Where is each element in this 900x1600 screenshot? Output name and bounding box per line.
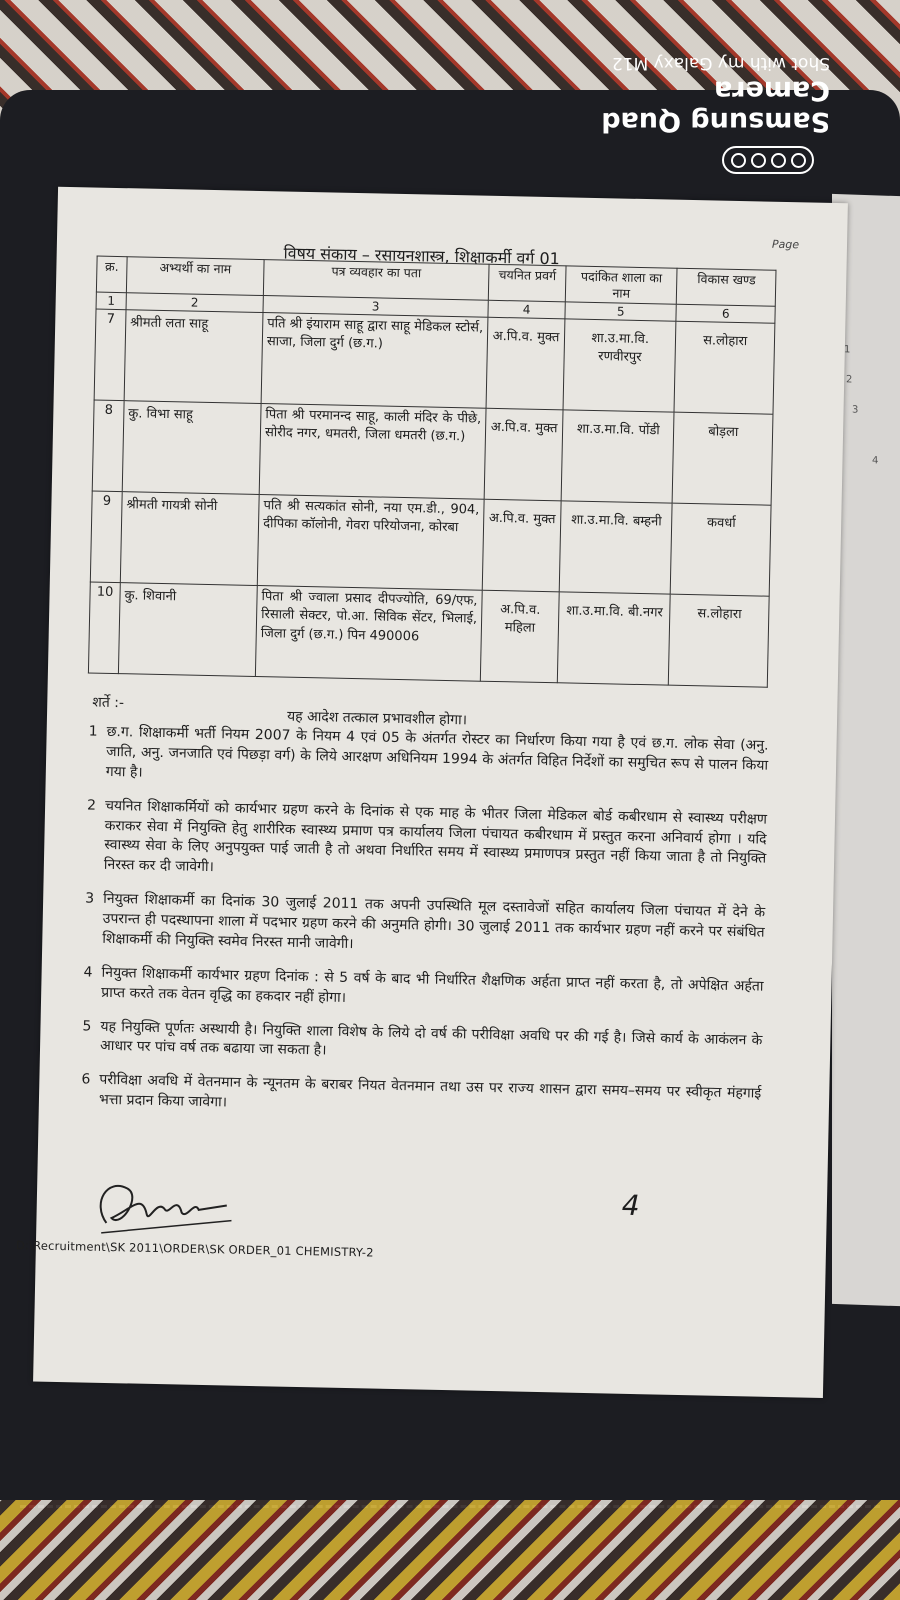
development-block: स.लोहारा: [674, 321, 774, 414]
column-number: 4: [488, 301, 565, 320]
column-number: 3: [263, 296, 488, 318]
margin-mark: 4: [872, 455, 879, 467]
column-number: 5: [565, 302, 677, 321]
development-block: स.लोहारा: [669, 594, 769, 687]
effective-note: यह आदेश तत्काल प्रभावशील होगा।: [286, 708, 468, 729]
condition-item: [83, 963, 764, 1017]
posted-school: शा.उ.मा.वि. बी.नगर: [557, 592, 670, 685]
document-title: विषय संकाय – रसायनशास्त्र, शिक्षाकर्मी वर्ग 01: [283, 243, 561, 269]
correspondence-address: पति श्री सत्यकांत सोनी, नया एम.डी., 904, दीपिका कॉलोनी, गेवरा परियोजना, कोरबा: [257, 495, 484, 591]
posted-school: शा.उ.मा.वि. पोंडी: [561, 410, 674, 503]
serial-number: 7: [94, 309, 126, 401]
watermark-subtitle: Shot with my Galaxy M12: [611, 53, 830, 73]
correspondence-address: पति श्री इंयाराम साहू द्वारा साहू मेडिकल स्टोर्स, साजा, जिला दुर्ग (छ.ग.): [261, 313, 488, 409]
condition-text: छ.ग. शिक्षाकर्मी भर्ती नियम 2007 के नियम 4 एवं 05 के अंतर्गत रोस्टर का निर्धारण किया गया है एवं छ.ग. लोक सेवा (अनु. जाति, अनु. जनजाति एवं पिछड़ा वर्ग) के लिये आरक्षण अधिनियम 1994 के अंतर्गत विहित निर्देशों का समुचित रूप से पालन किया गया है।: [105, 723, 769, 781]
column-header: पत्र व्यवहार का पता: [263, 260, 489, 301]
column-number: 1: [96, 292, 126, 310]
column-header: क्र.: [96, 256, 127, 293]
condition-number: 1: [88, 723, 98, 740]
selected-category: अ.पि.व. मुक्त: [484, 408, 563, 501]
column-header: विकास खण्ड: [677, 268, 776, 306]
column-header: चयनित प्रवर्ग: [488, 264, 566, 302]
table-row: [94, 309, 775, 414]
condition-number: 6: [81, 1071, 91, 1088]
column-header: अभ्यर्थी का नाम: [126, 257, 264, 296]
condition-text: यह नियुक्ति पूर्णतः अस्थायी है। नियुक्ति शाला विशेष के लिये दो वर्ष की परीविक्षा अवधि पर की गई है। जिसे कार्य के आकंलन के आधार पर पांच वर्ष तक बढाया जा सकता है।: [99, 1018, 763, 1059]
selected-category: अ.पि.व. मुक्त: [486, 318, 565, 411]
condition-text: चयनित शिक्षाकर्मियों को कार्यभार ग्रहण करने के दिनांक से एक माह के भीतर जिला मेडिकल बोर्ड कबीरधाम से स्वास्थ्य परीक्षण कराकर सेवा में नियुक्ति हेतु शारीरिक स्वास्थ्य प्रमाण पत्र कार्यालय जिला पंचायत कबीरधाम में प्रस्तुत करना अनिवार्य होगा । यदि स्वास्थ्य सेवा के लिए अनुपयुक्त पाई जाती है तो अथवा निर्धारित समय में स्वास्थ्य प्रमाणपत्र प्रस्तुत नहीं किया जाता है तो नियुक्ति निरस्त कर दी जावेगी।: [103, 797, 768, 876]
serial-number: 9: [90, 491, 122, 583]
page-mark: Page: [771, 237, 800, 252]
margin-mark: 2: [846, 374, 853, 386]
condition-text: नियुक्त शिक्षाकर्मी कार्यभार ग्रहण दिनांक : से 5 वर्ष के बाद भी निर्धारित शैक्षणिक अर्हता प्राप्त नहीं करता है, तो अपेक्षित अर्हता प्राप्त करते तक वेतन वृद्धि का हकदार नहीं होगा।: [101, 964, 764, 1006]
selected-category: अ.पि.व. महिला: [480, 590, 559, 683]
handwritten-initial: 4: [621, 1188, 641, 1223]
signature-mark: [86, 1173, 237, 1246]
table-row: [88, 582, 769, 687]
serial-number: 8: [92, 400, 124, 492]
background-fabric-bottom: [0, 1500, 900, 1600]
candidate-name: श्रीमती लता साहू: [124, 310, 263, 404]
condition-number: 3: [85, 890, 95, 907]
margin-mark: 3: [852, 404, 859, 416]
development-block: बोड़ला: [673, 412, 773, 505]
posted-school: शा.उ.मा.वि. रणवीरपुर: [563, 319, 676, 412]
candidate-name: श्रीमती गायत्री सोनी: [120, 492, 259, 586]
condition-number: 4: [83, 964, 93, 981]
column-header: पदांकित शाला का नाम: [565, 266, 677, 305]
column-number: 6: [676, 304, 775, 323]
conditions-label: शर्ते :-: [92, 694, 125, 712]
table-row: [92, 400, 773, 505]
condition-item: [86, 796, 768, 890]
condition-number: 2: [86, 797, 97, 814]
watermark-brand: Samsung Quad Camera: [601, 75, 830, 137]
serial-number: 10: [88, 582, 120, 674]
column-number: 2: [126, 293, 263, 313]
condition-item: [82, 1017, 763, 1071]
correspondence-address: पिता श्री परमानन्द साहू, काली मंदिर के पीछे, सोरीद नगर, धमतरी, जिला धमतरी (छ.ग.): [259, 404, 486, 500]
development-block: कवर्धा: [671, 503, 771, 596]
appointment-table: [88, 256, 777, 688]
file-path-footer: D:\Recruitment\SK 2011\ORDER\SK ORDER_01 CHEMISTRY-2: [15, 1238, 374, 1260]
conditions-list: [80, 722, 768, 1138]
condition-item: [84, 890, 765, 964]
condition-item: [81, 1071, 762, 1125]
quad-camera-icon: [722, 146, 814, 174]
condition-number: 5: [82, 1017, 92, 1035]
selected-category: अ.पि.व. मुक्त: [482, 499, 561, 592]
condition-text: परीविक्षा अवधि में वेतनमान के न्यूनतम के बराबर नियत वेतनमान तथा उस पर राज्य शासन द्वारा समय–समय पर स्वीकृत मंहगाई भत्ता प्रदान किया जावेगा।: [98, 1072, 762, 1111]
candidate-name: कु. शिवानी: [118, 583, 257, 677]
correspondence-address: पिता श्री ज्वाला प्रसाद दीपज्योति, 69/एफ, रिसाली सेक्टर, पो.आ. सिविक सेंटर, भिलाई, जिला दुर्ग (छ.ग.) पिन 490006: [255, 586, 482, 682]
margin-mark: 1: [844, 344, 851, 356]
posted-school: शा.उ.मा.वि. बम्हनी: [559, 501, 672, 594]
condition-text: नियुक्त शिक्षाकर्मी का दिनांक 30 जुलाई 2011 तक अपनी उपस्थिति मूल दस्तावेजों सहित कार्यालय जिला पंचायत में देने के उपरान्त ही पदस्थापना शाला में पदभार ग्रहण करने की अनुमति होगी। 30 जुलाई 2011 तक कार्यभार ग्रहण नहीं करने पर संबंधित शिक्षाकर्मी की नियुक्ति स्वमेव निरस्त मानी जावेगी।: [102, 890, 766, 952]
document-page: [15, 187, 851, 1398]
condition-item: [88, 722, 769, 796]
camera-watermark: [480, 53, 830, 137]
table-row: [90, 491, 771, 596]
candidate-name: कु. विभा साहू: [122, 401, 261, 495]
